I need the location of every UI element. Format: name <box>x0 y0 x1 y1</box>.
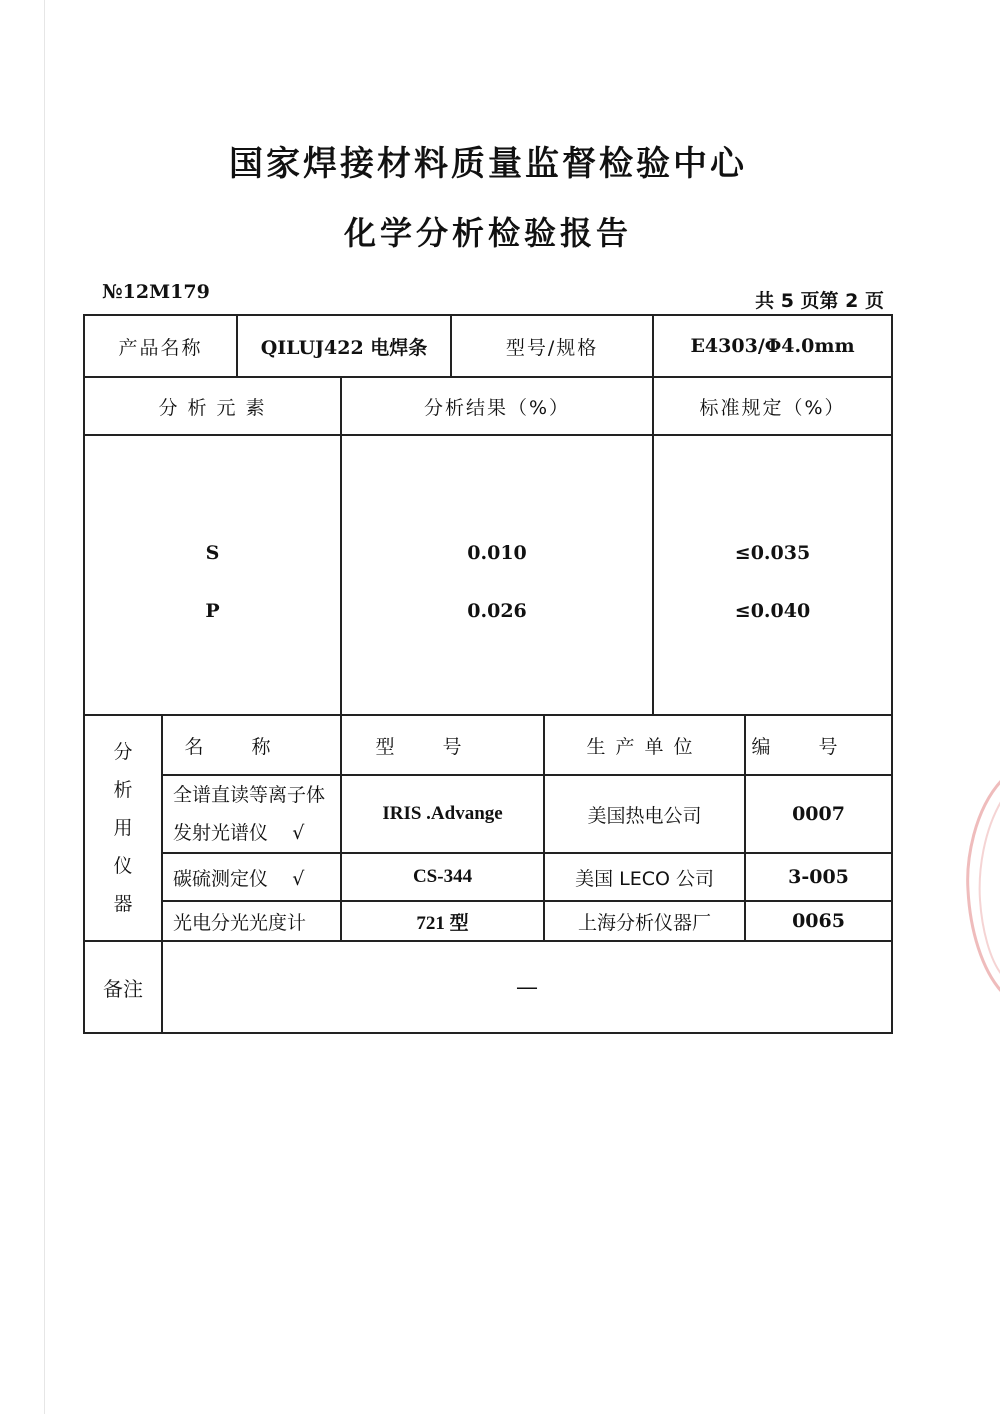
instrument-header-row <box>84 715 892 775</box>
instrument-maker-header: 生产单位 <box>544 715 745 775</box>
instrument-maker: 上海分析仪器厂 <box>544 901 745 941</box>
result-header: 分析结果（%） <box>341 377 653 435</box>
instrument-model: IRIS .Advange <box>341 775 544 853</box>
model-label: 型号/规格 <box>451 315 653 377</box>
report-table <box>83 314 893 1034</box>
result-cell <box>341 435 653 715</box>
instrument-number: 0007 <box>745 775 892 853</box>
instrument-name-header: 名称 <box>162 715 341 775</box>
page-count: 共 5 页第 2 页 <box>755 290 884 312</box>
instrument-row <box>84 775 892 853</box>
red-seal-stamp <box>962 770 1000 1000</box>
instrument-model: 721 型 <box>341 901 544 941</box>
instrument-maker: 美国 LECO 公司 <box>544 853 745 901</box>
remarks-row <box>84 941 892 1033</box>
product-name-value: QILUJ422 电焊条 <box>237 315 451 377</box>
instrument-maker: 美国热电公司 <box>544 775 745 853</box>
instrument-number-header: 编号 <box>745 715 892 775</box>
instrument-number: 0065 <box>745 901 892 941</box>
instrument-row <box>84 853 892 901</box>
result-s: 0.010 <box>467 542 527 564</box>
product-name-label: 产品名称 <box>84 315 237 377</box>
result-p: 0.026 <box>467 600 527 622</box>
remarks-label: 备注 <box>84 941 162 1033</box>
check-mark-icon: √ <box>292 867 305 890</box>
report-title: 国家焊接材料质量监督检验中心 <box>229 144 747 184</box>
instrument-row <box>84 901 892 941</box>
report-number: №12M179 <box>102 281 210 303</box>
instrument-section-label: 分 析 用 仪 器 <box>84 715 162 941</box>
analysis-header-row <box>84 377 892 435</box>
report-subtitle: 化学分析检验报告 <box>343 214 632 252</box>
element-cell <box>84 435 341 715</box>
instrument-model-header: 型号 <box>341 715 544 775</box>
element-header: 分 析 元 素 <box>84 377 341 435</box>
remarks-value: — <box>162 941 892 1033</box>
instrument-name: 全谱直读等离子体 发射光谱仪 √ <box>162 775 341 853</box>
instrument-name: 碳硫测定仪 √ <box>162 853 341 901</box>
standard-s: ≤0.035 <box>734 542 811 564</box>
model-value: E4303/Φ4.0mm <box>653 315 892 377</box>
analysis-results-row <box>84 435 892 715</box>
standard-cell <box>653 435 892 715</box>
standard-p: ≤0.040 <box>734 600 811 622</box>
instrument-model: CS-344 <box>341 853 544 901</box>
check-mark-icon: √ <box>292 822 305 844</box>
instrument-number: 3-005 <box>745 853 892 901</box>
product-row <box>84 315 892 377</box>
instrument-name: 光电分光光度计 <box>162 901 341 941</box>
element-p: P <box>205 600 220 622</box>
element-s: S <box>205 542 220 564</box>
standard-header: 标准规定（%） <box>653 377 892 435</box>
